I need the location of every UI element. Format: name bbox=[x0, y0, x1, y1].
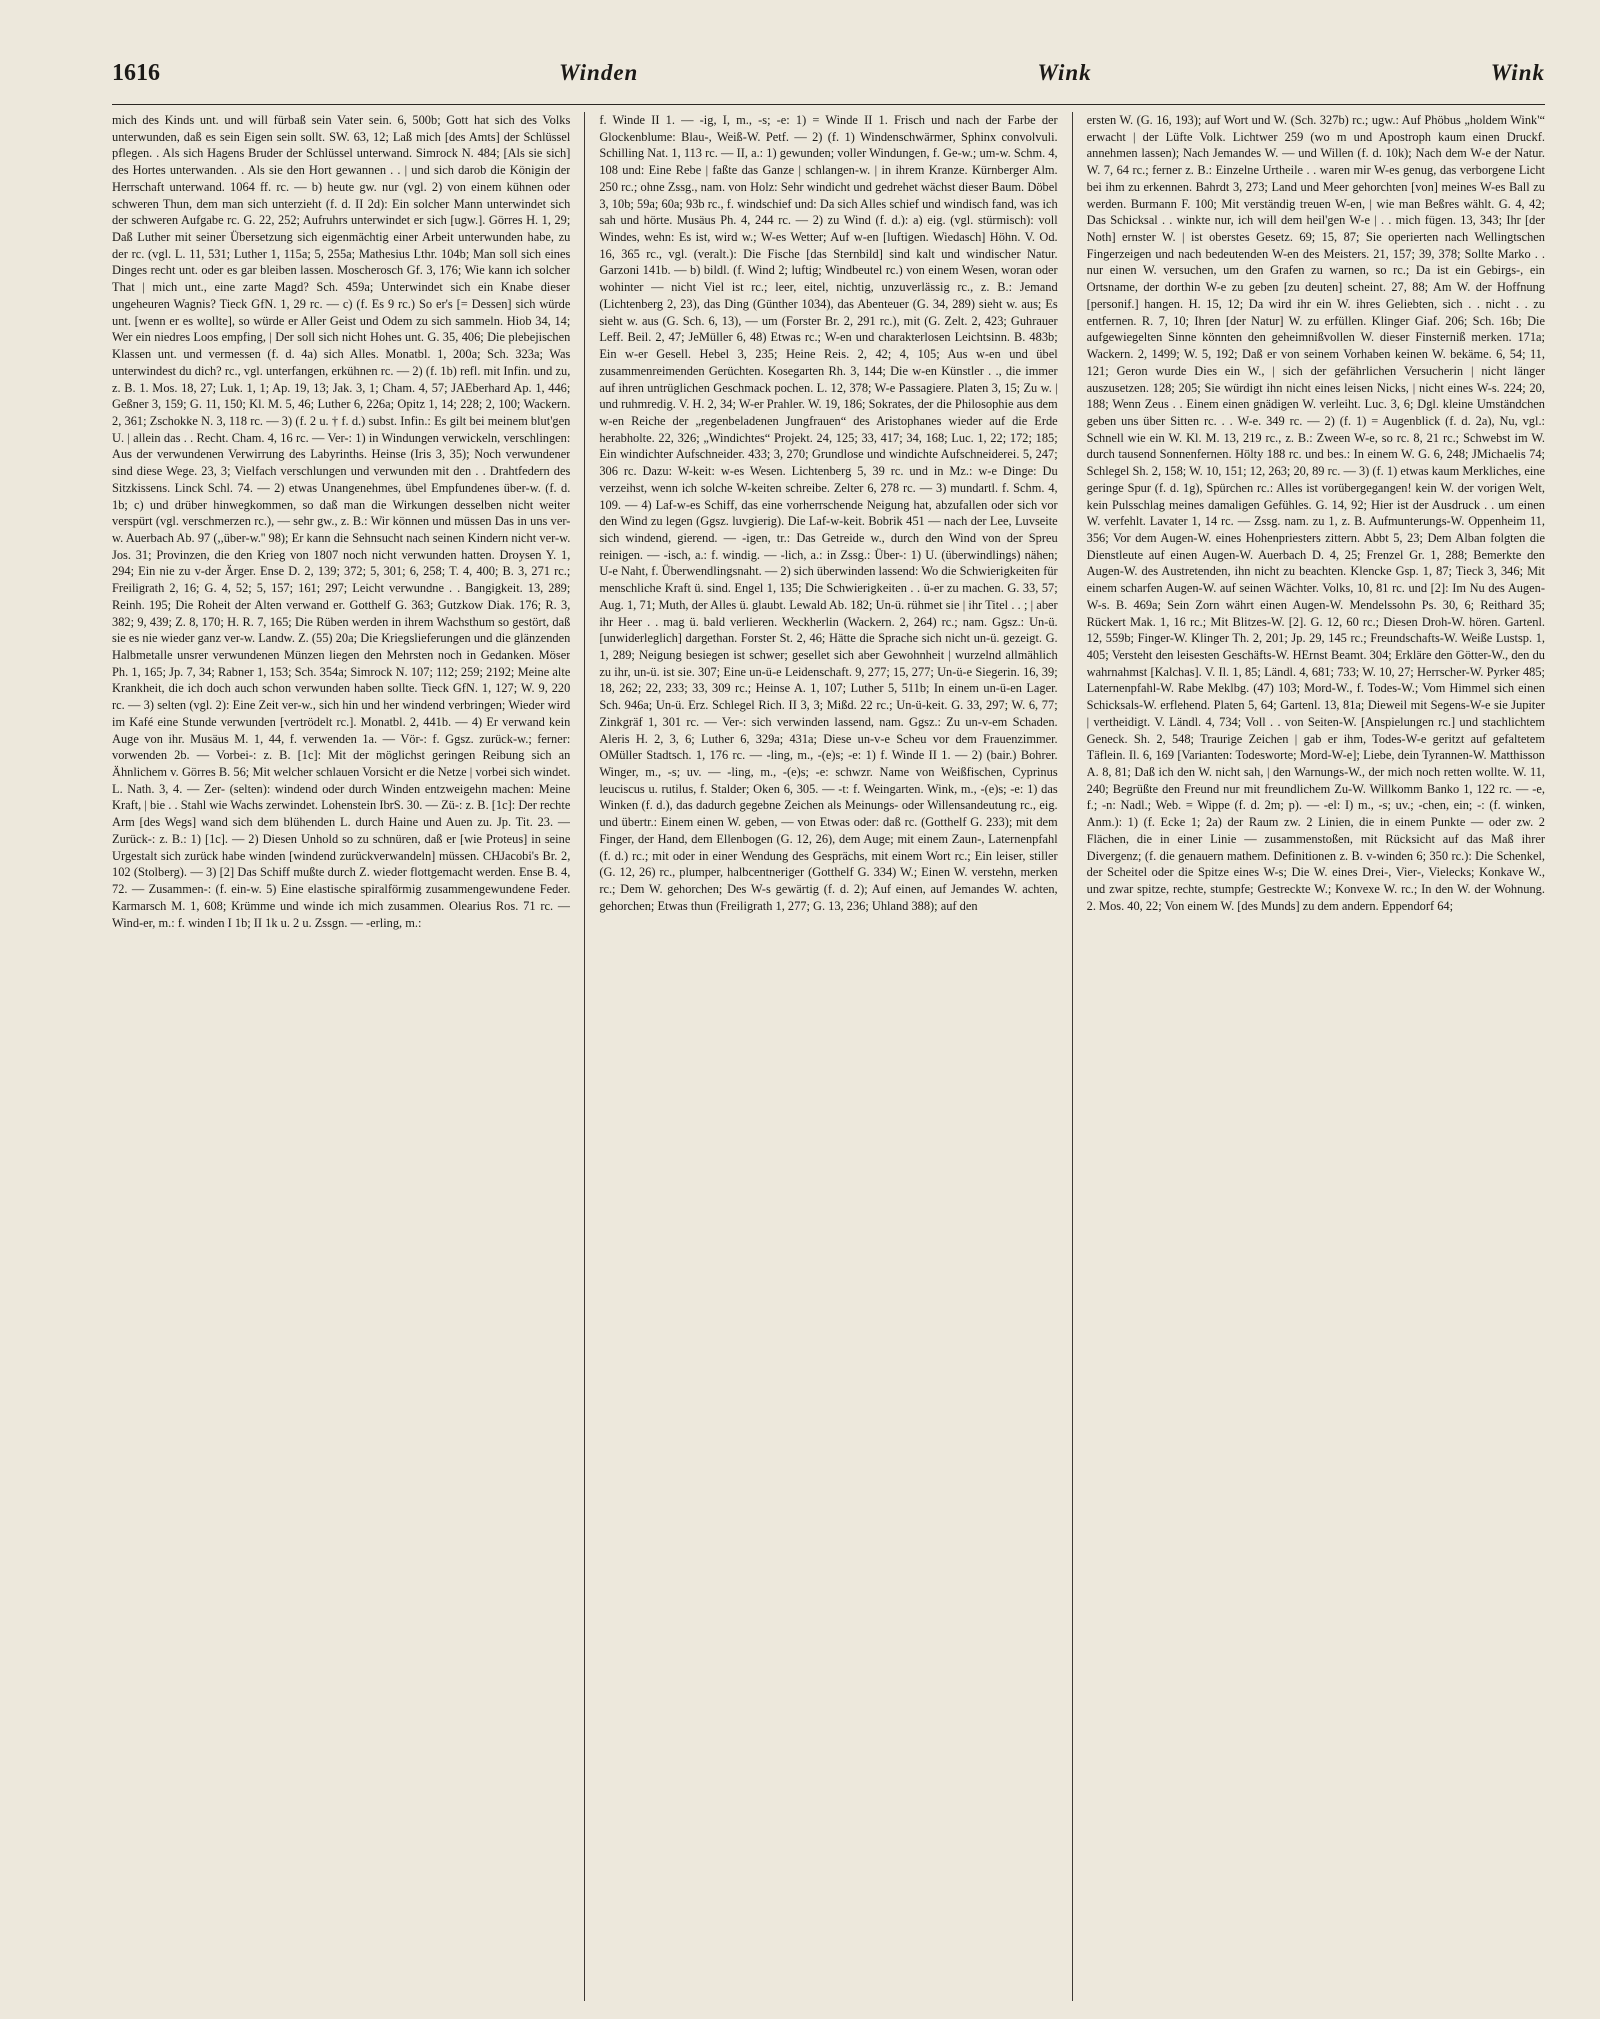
page-number: 1616 bbox=[112, 60, 160, 86]
center-running-headword: Wink bbox=[1037, 60, 1092, 85]
column-right bbox=[1087, 112, 1545, 2001]
column-left bbox=[112, 112, 570, 2001]
column-divider bbox=[1072, 112, 1073, 2001]
text-columns bbox=[112, 112, 1545, 2001]
column-right-text: ersten W. (G. 16, 193); auf Wort und W. (Sch. 327b) rc.; ugw.: Auf Phöbus „holdem Wink'“ erwacht | der Lüfte Volk. Lichtwer 259 (wo m und Apostroph kaum einen Druckf. annehmen lassen); Nach Jemandes W. — und Willen (f. d. 10k); Nach dem W-e der Natur. W. 7, 64 rc.; ferner z. B.: Einzelne Urtheile . . waren mir W-es genug, das verborgene Licht bei ihm zu erkennen. Bahrdt 3, 273; Land und Meer gehorchten [von] meines W-es Ball zu werden. Burmann F. 100; Mit verständig treuen W-en, | wie man Beßres wählt. G. 4, 42; Das Schicksal . . winkte nur, ich will dem heil'gen W-e | . . mich fügen. 13, 343; Ihr [der Noth] ernster W. | ist oberstes Gesetz. 69; 15, 87; Sie operierten nach Wellingtschen Fingerzeigen und nach bedeutenden W-en des Meisters. 21, 157; 39, 378; Sollte Marko . . nur einen W. versuchen, um den Grafen zu warnen, so rc.; Da ist ein Gebirgs-, ein Ortsname, der dorthin W-e zu geben [zu deuten] scheint. 27, 88; Am W. der Hoffnung [personif.] hangen. H. 15, 12; Da wird ihr ein W. ihres Geliebten, sich . . nicht . . zu entfernen. R. 7, 10; Ihren [der Natur] W. zu erfüllen. Klinger Giaf. 206; Sch. 16b; Die aufgewiegelten Sinne könnten den geheimnißvollen W. dieser Finsterniß merken. 171a; Wackern. 2, 1499; W. 5, 192; Daß er von seinem Vorhaben keinen W. bekäme. 6, 54; 11, 121; Geron wurde Dies ein W., | sich der gefährlichen Versucherin | nicht länger auszusetzen. 128; 205; Sie würdigt ihn nicht eines leisen Nicks, | nicht eines W-s. 224; 20, 188; Wenn Zeus . . Einem einen gnädigen W. verleiht. Luc. 3, 6; Dgl. kleine Umständchen geben uns über Sitten rc. . . W-e. 349 rc. — 2) (f. 1) = Augenblick (f. d. 2a), Nu, vgl.: Schnell wie ein W. Kl. M. 13, 219 rc., z. B.: Zween W-e, so rc. 8, 21 rc.; Schwebst im W. durch tausend Sonnenfernen. Hölty 188 rc. und bes.: In einem W. G. 6, 248; JMichaelis 74; Schlegel Sh. 2, 158; W. 10, 151; 12, 263; 20, 89 rc. — 3) (f. 1) etwas kaum Merkliches, eine geringe Spur (f. d. 1g), Spürchen rc.: Alles ist vorübergegangen! kein W. der vorigen Welt, kein Pulsschlag meines damaligen Gefühles. G. 14, 92; Hier ist der Ausdruck . . um einen W. verfehlt. Lavater 1, 14 rc. — Zssg. nam. zu 1, z. B. Aufmunterungs-W. Oppenheim 11, 356; Vor dem Augen-W. eines Hohenpriesters zittern. Abbt 5, 23; Dem Alban folgten die Dienstleute auf einen Augen-W. Auerbach D. 4, 25; Frenzel Gr. 1, 288; Bemerkte den Augen-W. des Austretenden, ihn nicht zu beachten. Klencke Gsp. 1, 87; Tieck 3, 346; Mit einem scharfen Augen-W. auf seinen Wächter. Volks, 10, 81 rc. und [2]: Im Nu des Augen-W-s. B. 469a; Sein Zorn währt einen Augen-W. Mendelssohn Ps. 30, 6; Reithard 35; Rückert Mak. 1, 16 rc.; Mit Blitzes-W. [2]. G. 12, 60 rc.; Diesen Droh-W. hören. Gartenl. 12, 559b; Finger-W. Klinger Th. 2, 201; Jp. 29, 145 rc.; Freundschafts-W. Weiße Lustsp. 1, 405; Versteht den leisesten Geschäfts-W. HErnst Beamt. 304; Erkläre den Götter-W., den du wahrnahmst [Kalchas]. V. Il. 1, 85; Ländl. 4, 681; 733; W. 10, 27; Herrscher-W. Pyrker 485; Laternenpfahl-W. Rabe Meklbg. (47) 103; Mord-W., f. Todes-W.; Vom Himmel sich einen Schicksals-W. erflehend. Platen 5, 64; Gartenl. 13, 81a; Dieweil mit Segens-W-e sie Jupiter | vertheidigt. V. Ländl. 4, 734; Voll . . von Seiten-W. [Anspielungen rc.] und stachlichtem Geneck. Sh. 2, 548; Traurige Zeichen | gab er ihm, Todes-W-e geritzt auf gefaltetem Täflein. Il. 6, 169 [Varianten: Todesworte; Mord-W-e]; Liebe, dein Tyrannen-W. Matthisson A. 8, 81; Daß ich den W. nicht sah, | den Warnungs-W., der mich noch retten wollte. W. 11, 240; Begrüßte den Freund nur mit freundlichem Zu-W. Willkomm Banko 1, 122 rc. — -e, f.; -n: Nadl.; Web. = Wippe (f. d. 2m; p). — -el: I) m., -s; uv.; -chen, ein; -: (f. winken, Anm.): 1) (f. Ecke 1; 2a) der Raum zw. 2 Linien, die in einem Punkte — oder zw. 2 Flächen, die in einer Linie — zusammenstoßen, mit Rücksicht auf das Maß ihrer Divergenz; (f. die genauern mathem. Definitionen z. B. v-winden 6; 350 rc.): Die Schenkel, der Scheitel oder die Spitze eines W-s; Die W. eines Drei-, Vier-, Vielecks; Konkave W., und zwar spitze, rechte, stumpfe; Gestreckte W.; Konvexe W. rc.; In den W. der Wohnung. 2. Mos. 40, 22; Von einem W. [des Munds] zu dem andern. Eppendorf 64; bbox=[1086, 113, 1545, 913]
header-rule bbox=[112, 104, 1545, 105]
left-running-headword: Winden bbox=[559, 60, 639, 85]
column-middle-text: f. Winde II 1. — -ig, I, m., -s; -e: 1) = Winde II 1. Frisch und nach der Farbe der Glockenblume: Blau-, Weiß-W. Petf. — 2) (f. 1) Windenschwärmer, Sphinx convolvuli. Schilling Nat. 1, 113 rc. — II, a.: 1) gewunden; voller Windungen, f. Ge-w.; um-w. Schm. 4, 108 und: Eine Rebe | faßte das Ganze | schlangen-w. | in ihrem Kranze. Kürnberger Alm. 250 rc.; ohne Zssg., nam. von Holz: Sehr windicht und gedrehet wächst dieser Baum. Döbel 3, 10b; 59a; 60a; 93b rc., f. windschief und: Da sich Alles schief und windisch fand, was ich sah und hörte. Musäus Ph. 4, 244 rc. — 2) zu Wind (f. d.): a) eig. (vgl. stürmisch): voll Windes, wehn: Es ist, wird w.; W-es Wetter; Auf w-en [luftigen. Wiedasch] Höhn. V. Od. 16, 365 rc., vgl. (veralt.): Die Fische [das Sternbild] sind kalt und windischer Natur. Garzoni 141b. — b) bildl. (f. Wind 2; luftig; Windbeutel rc.) von einem Wesen, woran oder wohinter — nicht Viel ist rc.; leer, eitel, nichtig, unzuverlässig rc., z. B.: Jemand (Lichtenberg 2, 23), das Ding (Günther 1034), das Abenteuer (G. 34, 289) sieht w. aus; Es sieht w. aus (G. Sch. 6, 13), — um (Forster Br. 2, 291 rc.), mit (G. Zelt. 2, 423; Guhrauer Leff. Beil. 2, 47; JeMüller 6, 48) Etwas rc.; W-en und charakterlosen Leichtsinn. B. 483b; Ein w-er Gesell. Hebel 3, 235; Heine Reis. 2, 42; 4, 105; Aus w-en und übel zusammenreimenden Gerüchten. Kosegarten Rh. 3, 144; Die w-en Künstler . ., die immer auf ihren untrüglichen Geschmack pochen. L. 12, 378; W-e Passagiere. Platen 3, 15; Zu w. | und ruhmredig. V. H. 2, 34; W-er Prahler. W. 19, 186; Sokrates, der die Philosophie aus dem w-en Reiche der „regenbeladenen Jungfrauen“ des Aristophanes wieder auf die Erde herabholte. 22, 326; „Windichtes“ Projekt. 24, 125; 33, 417; 34, 168; Luc. 1, 22; 172; 185; Ein windichter Aufschneider. 433; 3, 270; Grundlose und windichte Aufschneiderei. 5, 247; 306 rc. Dazu: W-keit: w-es Wesen. Lichtenberg 5, 39 rc. und in Mz.: w-e Dinge: Du verzeihst, wenn ich solche W-keiten schreibe. Zelter 6, 278 rc. — 3) mundartl. f. Schm. 4, 109. — 4) Laf-w-es Schiff, das eine vorherrschende Neigung hat, abzufallen oder sich vor den Wind zu legen (Ggsz. luvgierig). Die Laf-w-keit. Bobrik 451 — nach der Lee, Luvseite sich windend, gierend. — -igen, tr.: Das Getreide w., durch den Wind von der Spreu reinigen. — -isch, a.: f. windig. — -lich, a.: in Zssg.: Über-: 1) U. (überwindlings) nähen; U-e Naht, f. Überwendlingsnaht. — 2) sich überwinden lassend: Wo die Schwierigkeiten für menschliche Kraft ü. sind. Engel 1, 135; Die Schwierigkeiten . . ü-er zu machen. G. 33, 57; Aug. 1, 71; Muth, der Alles ü. glaubt. Lewald Ab. 182; Un-ü. rühmet sie | ihr Titel . . ; | aber ihr Heer . . mag ü. bald verlieren. Weckherlin (Wackern. 2, 264) rc.; nam. Ggsz.: Un-ü. [unwiderleglich] dargethan. Forster St. 2, 46; Hätte die Sprache sich nicht un-ü. gezeigt. G. 1, 289; Neigung besiegen ist schwer; gesellet sich aber Gewohnheit | wurzelnd allmählich zu ihr, un-ü. ist sie. 307; Eine un-ü-e Leidenschaft. 9, 277; 15, 277; Un-ü-e Siegerin. 16, 39; 18, 262; 22, 233; 33, 309 rc.; Heinse A. 1, 107; Luther 5, 511b; In einem un-ü-en Lager. Sch. 946a; Un-ü. Erz. Schlegel Rich. II 3, 3; Mißd. 22 rc.; Un-ü-keit. G. 33, 297; W. 6, 77; Zinkgräf 1, 301 rc. — Ver-: sich verwinden lassend, nam. Ggsz.: Zu un-v-em Schaden. Aleris H. 2, 3, 6; Luther 6, 329a; 431a; Diese un-v-e Scheu vor dem Frauenzimmer. OMüller Stadtsch. 1, 176 rc. — -ling, m., -(e)s; -e: 1) f. Winde II 1. — 2) (bair.) Bohrer. Winger, m., -s; uv. — -ling, m., -(e)s; -e: schwzr. Name von Weißfischen, Cyprinus leuciscus u. rutilus, f. Stalder; Oken 6, 305. — -t: f. Weingarten. Wink, m., -(e)s; -e: 1) das Winken (f. d.), das dadurch gegebne Zeichen als Meinungs- oder Willensandeutung rc., eig. und übertr.: Einem einen W. geben, — von Etwas oder: daß rc. (Gotthelf G. 233); mit dem Finger, der Hand, dem Ellenbogen (G. 12, 26), dem Auge; mit einem Zaun-, Laternenpfahl (f. d.) rc.; mit oder in einer Wendung des Gesprächs, mit einem Wort rc.; Ein leiser, stiller (G. 12, 26) rc., plumper, halbcentneriger (Gotthelf G. 334) W.; Einen W. verstehn, merken rc.; Dem W. gehorchen; Des W-s gewärtig (f. d. 2); Auf einen, auf Jemandes W. achten, gehorchen; Etwas thun (Freiligrath 1, 277; G. 13, 236; Uhland 388); auf den bbox=[599, 113, 1058, 913]
column-left-text: mich des Kinds unt. und will fürbaß sein Vater sein. 6, 500b; Gott hat sich des Volks unterwunden, daß es sein Eigen sein sollt. SW. 63, 12; Laß mich [des Amts] der Schlüssel pflegen. . Als sich Hagens Bruder der Schlüssel unterwand. Simrock N. 484; [Als sie sich] des Hortes unterwanden. . Als sie den Hort gewannen . . | und sich darob die Königin der Herrschaft unterwand. 1064 ff. rc. — b) heute gw. nur (vgl. 2) von einem kühnen oder schweren Thun, dem man sich unterzieht (f. d. II 2d): Ein solcher Mann unterwindet sich der schweren Aufgabe rc. G. 22, 252; Aufruhrs unterwindet er sich [ugw.]. Görres H. 1, 29; Daß Luther mit seiner Übersetzung sich eigenmächtig einer Arbeit unterwunden habe, zu der rc. (vgl. L. 11, 531; Luther 1, 115a; 5, 255a; Mathesius Lthr. 104b; Man soll sich eines Dinges recht unt. oder es gar bleiben lassen. Moscherosch Gf. 3, 176; Wie kann ich solcher That | mich unt., eine zarte Magd? Sch. 459a; Unterwindet sich ein Knabe dieser ungeheuren Wagnis? Tieck GfN. 1, 29 rc. — c) (f. Es 9 rc.) So er's [= Dessen] sich würde unt. [wenn er es wollte], so würde er Aller Geist und Odem zu sich sammeln. Hiob 34, 14; Wer ein niedres Loos empfing, | Der soll sich nicht Hohes unt. G. 35, 406; Die plebejischen Klassen unt. und vermessen (f. d. 4a) sich Alles. Monatbl. 1, 200a; Sch. 323a; Was unterwindest du dich? rc., vgl. unterfangen, erkühnen rc. — 2) (f. 1b) refl. mit Infin. und zu, z. B. 1. Mos. 18, 27; Luk. 1, 1; Ap. 19, 13; Jak. 3, 1; Cham. 4, 57; JAEberhard Ap. 1, 446; Geßner 3, 159; G. 11, 150; Kl. M. 5, 46; Luther 6, 226a; Opitz 1, 14; 228; 2, 100; Wackern. 2, 361; Zschokke N. 3, 118 rc. — 3) (f. 2 u. † f. d.) subst. Infin.: Es gilt bei meinem blut'gen U. | allein das . . Recht. Cham. 4, 16 rc. — Ver-: 1) in Windungen verwickeln, verschlingen: Aus der verwundenen Verwirrung des Labyrinths. Heinse (Iris 3, 35); Noch verwundener sind diese Wege. 23, 3; Vielfach verschlungen und verwunden mit den . . Drahtfedern des Sitzkissens. Linck Schl. 74. — 2) etwas Unangenehmes, übel Empfundenes über-w. (f. d. 1b; c) und drüber hinwegkommen, so daß man die Wirkungen desselben nicht weiter verspürt (vgl. verschmerzen rc.), — sehr gw., z. B.: Wir können und müssen Das in uns ver-w. Auerbach Ab. 97 (,,über-w.'' 98); Er kann die Sehnsucht nach seinen Kindern nicht ver-w. Jos. 31; Provinzen, die den Krieg von 1807 noch nicht verwunden hatten. Droysen Y. 1, 294; Ein nie zu v-der Ärger. Ense D. 2, 139; 372; 5, 301; 6, 258; T. 4, 400; B. 3, 271 rc.; Freiligrath 2, 16; G. 4, 52; 5, 157; 161; 297; Leicht verwundne . . Bangigkeit. 13, 289; Reinh. 195; Die Roheit der Alten verwand er. Gotthelf G. 363; Gutzkow Diak. 176; R. 3, 382; 9, 439; Z. 8, 170; H. R. 7, 165; Die Rüben werden in ihrem Wachsthum so gestört, daß sie es nie wieder ganz ver-w. Landw. Z. (55) 20a; Die Kriegslieferungen und die glänzenden Halbmetalle unsrer verwundenen Münzen liegen den Mehrsten noch in Gedanken. Möser Ph. 1, 165; Jp. 7, 34; Rabner 1, 153; Sch. 354a; Simrock N. 107; 112; 259; 2192; Meine alte Krankheit, die ich doch auch schon verwunden haben sollte. Tieck GfN. 1, 127; W. 9, 220 rc. — 3) selten (vgl. 2): Eine Zeit ver-w., sich hin und her windend verbringen; Wieder wird im Kafé eine Stunde verwunden [vertrödelt rc.]. Monatbl. 2, 441b. — 4) Er verwand kein Auge von ihr. Musäus M. 1, 44, f. verwenden 1a. — Vör-: f. Ggsz. zurück-w.; ferner: vorwenden 2b. — Vorbei-: z. B. [1c]: Mit der möglichst geringen Reibung sich an Ähnlichem v. Görres B. 56; Mit welcher schlauen Vorsicht er die Netze | vorbei sich windet. L. Nath. 3, 4. — Zer- (selten): windend oder durch Winden entzweigehn machen: Meine Kraft, | bie . . Stahl wie Wachs zerwindet. Lohenstein IbrS. 30. — Zü-: z. B. [1c]: Der rechte Arm [des Wegs] wand sich dem blühenden L. durch Haine und Auen zu. Jp. Tit. 23. — Zurück-: z. B.: 1) [1c]. — 2) Diesen Unhold so zu schnüren, daß er [wie Proteus] in seine Urgestalt sich zurück habe winden [windend zurückverwandeln] müssen. CHJacobi's Br. 2, 102 (Stolberg). — 3) [2] Das Schiff mußte durch Z. wieder flottgemacht werden. Ense B. 4, 72. — Zusammen-: (f. ein-w. 5) Eine elastische spiralförmig zusammengewundene Feder. Karmarsch M. 1, 608; Krümme und winde ich mich zusammen. Olearius Ros. 71 rc. — Wind-er, m.: f. winden I 1b; II 1k u. 2 u. Zssgn. — -erling, m.: bbox=[112, 113, 571, 930]
right-running-headword: Wink bbox=[1490, 60, 1545, 85]
column-middle bbox=[599, 112, 1057, 2001]
page-header bbox=[112, 60, 1545, 100]
column-divider bbox=[584, 112, 585, 2001]
